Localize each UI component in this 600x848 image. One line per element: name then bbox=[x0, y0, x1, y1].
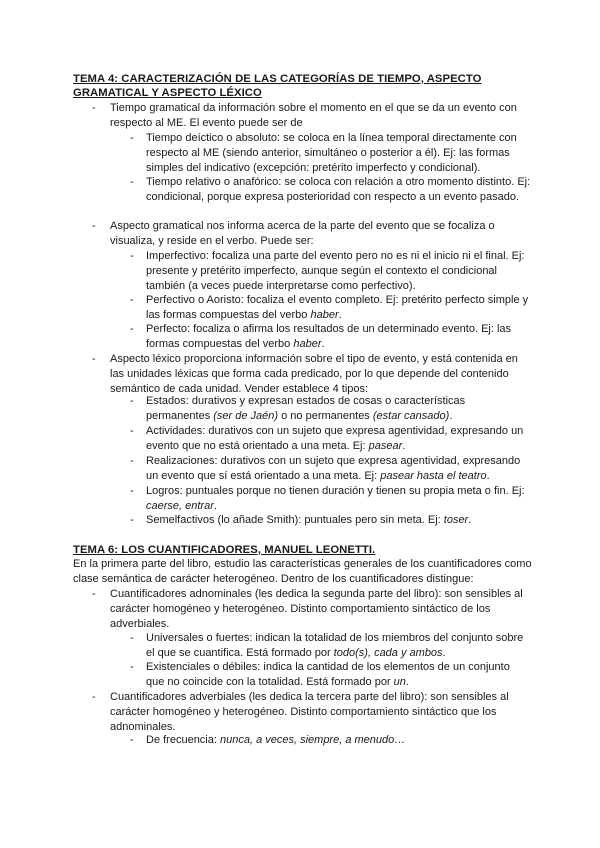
bullet-dash: - bbox=[92, 691, 96, 703]
bullet-dash: - bbox=[92, 220, 96, 232]
sub-list-item: Actividades: durativos con un sujeto que expresa agentividad, expresando un evento que no está orientado a una meta. Ej: pasear. bbox=[146, 425, 524, 452]
bullet-dash: - bbox=[130, 250, 134, 262]
bullet-dash: - bbox=[130, 294, 134, 306]
list-item: Cuantificadores adnominales (les dedica la segunda parte del libro): son sensibles al carácter homogéneo y heterogéneo. Distinto comportamiento sintáctico de los adverbiales. bbox=[110, 588, 523, 630]
bullet-dash: - bbox=[130, 132, 134, 144]
sub-list-item: Tiempo deíctico o absoluto: se coloca en la línea temporal directamente con respecto al ME (siendo anterior, simultáneo o posterior a él). Ej: las formas simples del indicativo (excepción: pretérito imperfecto y condicional). bbox=[146, 132, 517, 174]
bullet-dash: - bbox=[92, 353, 96, 365]
list-item: Aspecto léxico proporciona información sobre el tipo de evento, y está contenida en las unidades léxicas que forma cada predicado, por lo que depende del contenido semántico de cada unidad. Vender establece 4 tipos: bbox=[110, 353, 518, 395]
sub-list-item: Tiempo relativo o anafórico: se coloca con relación a otro momento distinto. Ej: condicional, porque expresa posterioridad con respecto a un evento pasado. bbox=[146, 176, 531, 203]
bullet-dash: - bbox=[130, 632, 134, 644]
sub-list-item: Universales o fuertes: indican la totalidad de los miembros del conjunto sobre el que se cuantifica. Está formado por todo(s), cada y ambos. bbox=[146, 632, 524, 659]
sub-list-item: Perfecto: focaliza o afirma los resultados de un determinado evento. Ej: las formas compuestas del verbo haber. bbox=[146, 323, 512, 350]
sub-list-item: Logros: puntuales porque no tienen duración y tienen su propia meta o fin. Ej: caerse, entrar. bbox=[146, 485, 525, 512]
bullet-dash: - bbox=[130, 455, 134, 467]
sub-list-item: Perfectivo o Aoristo: focaliza el evento completo. Ej: pretérito perfecto simple y las formas compuestas del verbo haber. bbox=[146, 294, 529, 321]
bullet-dash: - bbox=[130, 395, 134, 407]
bullet-dash: - bbox=[92, 102, 96, 114]
sub-list-item: Semelfactivos (lo añade Smith): puntuales pero sin meta. Ej: toser. bbox=[146, 514, 472, 526]
sub-list-item: Existenciales o débiles: indica la cantidad de los elementos de un conjunto que no coincide con la totalidad. Está formado por un. bbox=[146, 661, 510, 688]
bullet-dash: - bbox=[92, 588, 96, 600]
bullet-dash: - bbox=[130, 425, 134, 437]
section-heading-tema4: TEMA 4: CARACTERIZACIÓN DE LAS CATEGORÍAS DE TIEMPO, ASPECTO GRAMATICAL Y ASPECTO LÉXICO bbox=[73, 73, 482, 99]
list-item: Tiempo gramatical da información sobre el momento en el que se da un evento con respecto al ME. El evento puede ser de bbox=[110, 102, 517, 129]
bullet-dash: - bbox=[130, 514, 134, 526]
sub-list-item: Realizaciones: durativos con un sujeto que expresa agentividad, expresando un evento que sí está orientado a una meta. Ej: pasear hasta el teatro. bbox=[146, 455, 521, 482]
intro-paragraph: En la primera parte del libro, estudio las características generales de los cuantificadores como clase semántica de carácter heterogéneo. Dentro de los cuantificadores distingue: bbox=[73, 558, 532, 585]
list-item: Cuantificadores adverbiales (les dedica la tercera parte del libro): son sensibles al carácter homogéneo y heterogéneo. Distinto comportamiento sintáctico que los adnominales. bbox=[110, 691, 509, 733]
bullet-dash: - bbox=[130, 176, 134, 188]
bullet-dash: - bbox=[130, 734, 134, 746]
sub-list-item: Estados: durativos y expresan estados de cosas o características permanentes (ser de Jaén) o no permanentes (estar cansado). bbox=[146, 395, 466, 422]
list-item: Aspecto gramatical nos informa acerca de la parte del evento que se focaliza o visualiza, y reside en el verbo. Puede ser: bbox=[110, 220, 495, 247]
section-heading-tema6: TEMA 6: LOS CUANTIFICADORES, MANUEL LEONETTI. bbox=[73, 544, 376, 556]
bullet-dash: - bbox=[130, 485, 134, 497]
bullet-dash: - bbox=[130, 323, 134, 335]
bullet-dash: - bbox=[130, 661, 134, 673]
sub-list-item: Imperfectivo: focaliza una parte del evento pero no es ni el inicio ni el final. Ej: presente y pretérito imperfecto, aunque según el contexto el condicional también (a veces puede interpretarse como perfectivo). bbox=[146, 250, 525, 292]
sub-list-item: De frecuencia: nunca, a veces, siempre, a menudo… bbox=[146, 734, 406, 746]
